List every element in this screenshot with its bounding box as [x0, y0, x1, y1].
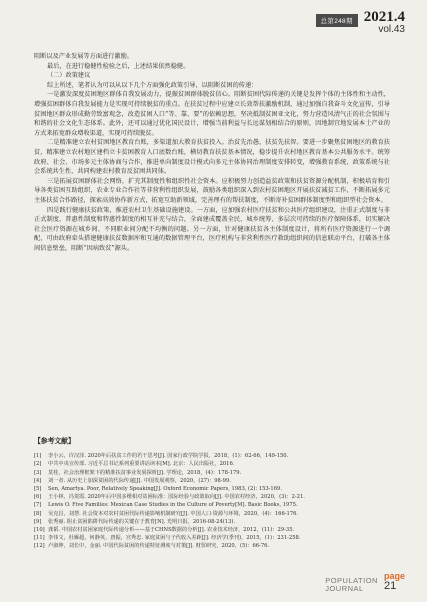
issue-badge: 总第248期 [316, 14, 358, 27]
paragraph: 三是拓展贫困群体社会网络，扩充其制度性和组织性社会资本。应积极努力创造益贫政策和扶贫资源分配机制，积极培育和引导各类贫困互助组织、农业专业合作社等非营利性组织发展，鼓励各类组织深入到农村贫困地区开展扶贫减贫工作，不断拓展多元主体扶贫合作路径，探索高效协作新方式，拓宽互助新领域，完善理有的帮扶制度，不断寄补贫困群体制度型和组织型社会资本。 [34, 177, 390, 204]
reference-item: [8] 吴克昌，刘慧. 社会资本对农村贫困代际传递影响机制研究[J]. 中国人口·资源与环境，2020，(4)：166-176. [34, 510, 299, 517]
page-header [316, 10, 405, 35]
issue-info [364, 10, 405, 35]
article-body [34, 52, 390, 253]
volume: vol.43 [378, 24, 405, 35]
reference-item: [6] 王小林，冯贺霞. 2020年后中国多维相对贫困标准：国际经验与政策取向[J]. 中国农村经济，2020，(3)：2-21. [34, 494, 305, 501]
reference-item: [9] 张秀丽. 阻止贫困陷阱代际传递的关键在于教育[N]. 光明日报，2016-08-24(13). [34, 518, 236, 525]
reference-item: [5] Sen, Amartya. Poor, Relatively Speaking[J]. Oxford Economic Papers, 1983, (2): 153-169. [34, 486, 282, 493]
paragraph: 二是精准建立农村贫困地区教育台账，多渠道加大教育扶贫投入。治贫先治愚，扶贫先扶智。要进一步聚焦贫困地区的教育扶贫，精准建立农村地区建档立卡贫困教育人口底数台账，横切教育扶贫基本情况，稳步提升农村地区教育基本公共服务水平。统筹政府、社会、市场多元主体协商与合作，推进单向制度设计模式向多元主体协同治理制度安排转变，增强教育系统、政策系统与社会系统共生性，共同构建农村教育反贫困共同体。 [34, 139, 390, 176]
page-footer [325, 572, 405, 592]
reference-item: [7] Lewis O. Five Families: Mexican Case Studies in the Culture of Poverty[M]. Basic Books, 1975. [34, 502, 298, 509]
reference-item: [4] 刘一者. 从历史上加深贫困的代际传递[J]. 中国发展观察，2020，(27)：98-99. [34, 477, 231, 484]
reference-item: [3] 莫桂，社会治理框架下的精准扶贫事业发展探析[J]. 学理论，2018，(4)：178-179. [34, 469, 242, 476]
journal-name-line2: JOURNAL [325, 583, 364, 593]
reference-item: [11] 李伟文，杜雁超，何静英，唐振，宫秀忠. 家庭贫困与子代收入差距[J]. 经济学(季刊)，2015，(1)：231-258. [34, 535, 301, 542]
reference-item: [10] 龚韬. 中国农村贫困家庭代际传递分析——基于CHNS数据的分析[J]. 农业技术经济，2012，(11)：29-35. [34, 527, 295, 534]
paragraph: 四是践行健康扶贫政策，推进农村卫生基础设施建设。一方面，应加强农村医疗扶贫和公共医疗组织建设，注重正式制度与非正式制度、普惠性制度和特惠性制度的相互补充与结合，全面建成覆盖全民、城乡统筹、多层次可持续的医疗保障体系，切实解决社会医疗资源在城乡间、不同职业间分配不均衡的问题。另一方面，针对健康扶贫各主体制度设计，将所有医疗资源进行一个调配，可由政府牵头搭建健康扶贫数据库和互通的数据管理平台，医疗机构与非营利性医疗救助组织间的信息联动平台，打破各主体间信息壁垒，阻断“因病致贫”源头。 [34, 206, 390, 252]
reference-item: [12] 卢淑坤，刘长中，金丽. 中国代际贫困的传递特征测度与对策[J]. 财贸研究，2020，(5)：66-76. [34, 543, 270, 550]
references-list [34, 452, 390, 550]
references-section [34, 438, 390, 551]
year-issue: 2021.4 [363, 9, 405, 25]
page-number: 21 [383, 580, 397, 592]
journal-name-line1: POPULATION [325, 576, 378, 585]
paragraph: 最后，在进行稳健性检验之后，上述结果依然稳健。 [47, 62, 190, 70]
paragraph: 一是激发深度贫困地区群体自我发展动力，提振贫困群体脱贫信心。阻断贫困代际传递的关键是发挥个体的主体性和主动性，增强贫困群体自我发展能力是实现可持续脱贫的重点。在扶贫过程中应建立长效帮扶激励机制，通过加强自我奋斗文化宣传，引导贫困地区群众形成勤劳致富观念，改造贫困人口“等、靠、要”的依赖思想，坚决抵制贫困亚文化，努力营造风清气正的社会氛围与和谐的社会文化生态体系。此外，还可以通过优化国民设计，增强当前利益与长远谋划相结合的原则，因地制宜地发展本土产业的方式来拓宽群众增收渠道，实现可持续脱贫。 [34, 91, 390, 137]
reference-item: [1] 李小云，许汉泽. 2020年后扶贫工作的若干思考[J]. 国家行政学院学报，2018，(1)：62-66，149-150. [34, 453, 289, 460]
page-label: page [383, 571, 405, 581]
reference-item: [2] 中共中央宣传部. 习近平总书记系列重要讲话读本[M]. 北京：人民出版社，2016. [34, 461, 235, 468]
paragraph: 综上所述，笔者认为可以从以下几个方面强化政策引导，以阻断贫困的传递： [47, 81, 258, 89]
references-title: 【参考文献】 [34, 438, 75, 445]
section-heading: （二）政策建议 [47, 72, 91, 80]
paragraph: 阻断以及产业发展等方面进行激励。 [34, 53, 133, 60]
